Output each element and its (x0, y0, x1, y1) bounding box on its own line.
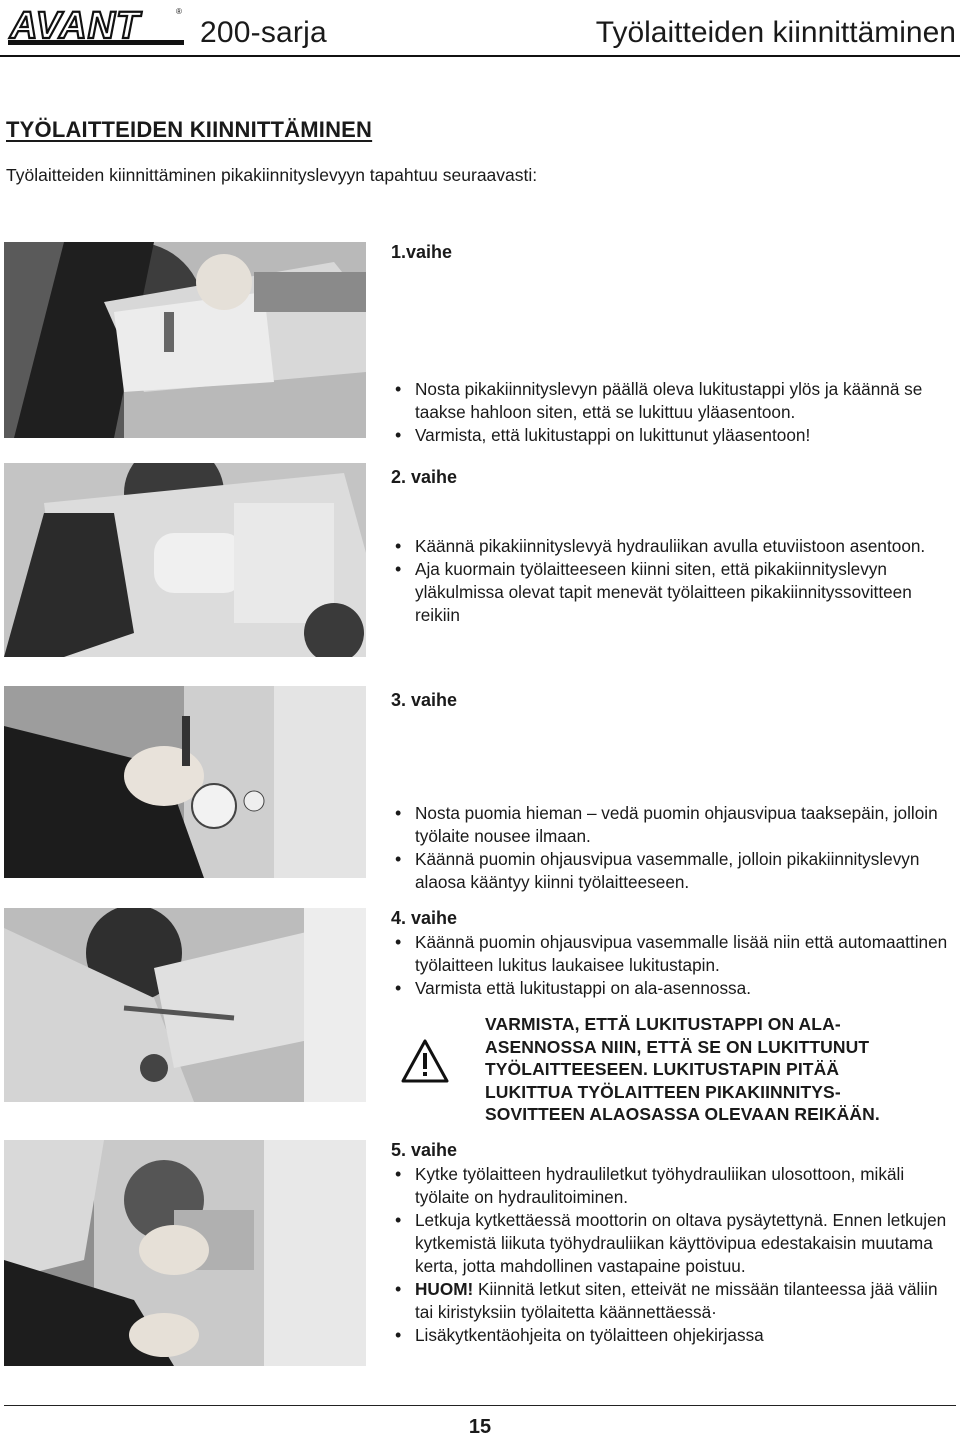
step-4-list (393, 931, 958, 1000)
step-4-photo (4, 908, 366, 1102)
list-item: • Varmista, että lukitustappi on lukittunut yläasentoon! (393, 424, 958, 447)
step-5-photo (4, 1140, 366, 1366)
section-title: TYÖLAITTEIDEN KIINNITTÄMINEN (6, 117, 373, 142)
step-1-label: 1.vaihe (391, 242, 453, 262)
list-item: • Käännä puomin ohjausvipua vasemmalle, jolloin pikakiinnityslevyn alaosa kääntyy kiinni työlaitteeseen. (393, 848, 958, 894)
footer-divider (4, 1405, 956, 1406)
list-item: • Nosta puomia hieman – vedä puomin ohjausvipua taaksepäin, jolloin työlaite nousee ilmaan. (393, 802, 958, 848)
step-5-label: 5. vaihe (391, 1140, 458, 1160)
intro-text: Työlaitteiden kiinnittäminen pikakiinnityslevyyn tapahtuu seuraavasti: (6, 165, 538, 185)
header-title: Työlaitteiden kiinnittäminen (595, 16, 956, 49)
list-item: • Varmista että lukitustappi on ala-asennossa. (393, 977, 958, 1000)
step-3-label: 3. vaihe (391, 690, 458, 710)
list-item: • Kytke työlaitteen hydrauliletkut työhydrauliikan ulosottoon, mikäli työlaite on hydraulitoiminen. (393, 1163, 958, 1209)
list-item: • Aja kuormain työlaitteeseen kiinni siten, että pikakiinnityslevyn yläkulmissa olevat tapit menevät työlaitteen pikakiinnityssovitteen reikiin (393, 558, 958, 627)
step-3-list (393, 802, 958, 894)
list-item: • Käännä pikakiinnityslevyä hydrauliikan avulla etuviistoon asentoon. (393, 535, 958, 558)
page-number: 15 (468, 1416, 492, 1438)
step-5-list (393, 1163, 958, 1347)
step-4-label: 4. vaihe (391, 908, 458, 928)
header-divider (0, 55, 960, 57)
step-1-photo (4, 242, 366, 438)
list-item: • Käännä puomin ohjausvipua vasemmalle lisää niin että automaattinen työlaitteen lukitus laukaisee lukitustapin. (393, 931, 958, 977)
step-2-label: 2. vaihe (391, 467, 458, 487)
note-text: Kiinnitä letkut siten, etteivät ne missään tilanteessa jää väliin tai kiristyksiin työlaitetta käännettäessä· (415, 1279, 938, 1322)
step-2-photo (4, 463, 366, 657)
step-1-list (393, 378, 958, 447)
warning-line: SOVITTEEN ALAOSASSA OLEVAAN REIKÄÄN. (485, 1104, 880, 1124)
page-header (0, 0, 960, 60)
series-label: 200-sarja (200, 16, 327, 49)
warning-text (485, 1013, 960, 1126)
warning-triangle-icon (401, 1039, 449, 1083)
step-2-list (393, 535, 958, 627)
warning-line: VARMISTA, ETTÄ LUKITUSTAPPI ON ALA- (485, 1014, 841, 1034)
warning-line: ASENNOSSA NIIN, ETTÄ SE ON LUKITTUNUT (485, 1036, 870, 1057)
list-item: • Lisäkytkentäohjeita on työlaitteen ohjekirjassa (393, 1324, 958, 1347)
warning-line: TYÖLAITTEESEEN. LUKITUSTAPIN PITÄÄ (485, 1059, 840, 1079)
list-item-note (393, 1278, 958, 1324)
warning-line: LUKITTUA TYÖLAITTEEN PIKAKIINNITYS- (485, 1081, 841, 1102)
step-3-photo (4, 686, 366, 878)
svg-text:AVANT: AVANT (10, 5, 141, 47)
list-item: • Letkuja kytkettäessä moottorin on oltava pysäytettynä. Ennen letkujen kytkemistä liikuta työhydrauliikan käyttövipua edestakaisin muutama kerta, jotta mahdollinen vastapaine poistuu. (393, 1209, 958, 1278)
note-strong: HUOM! (415, 1279, 474, 1299)
svg-text:®: ® (176, 7, 182, 16)
list-item: • Nosta pikakiinnityslevyn päällä oleva lukitustappi ylös ja käännä se taakse hahloon siten, että se lukittuu yläasentoon. (393, 378, 958, 424)
avant-logo (4, 4, 190, 48)
